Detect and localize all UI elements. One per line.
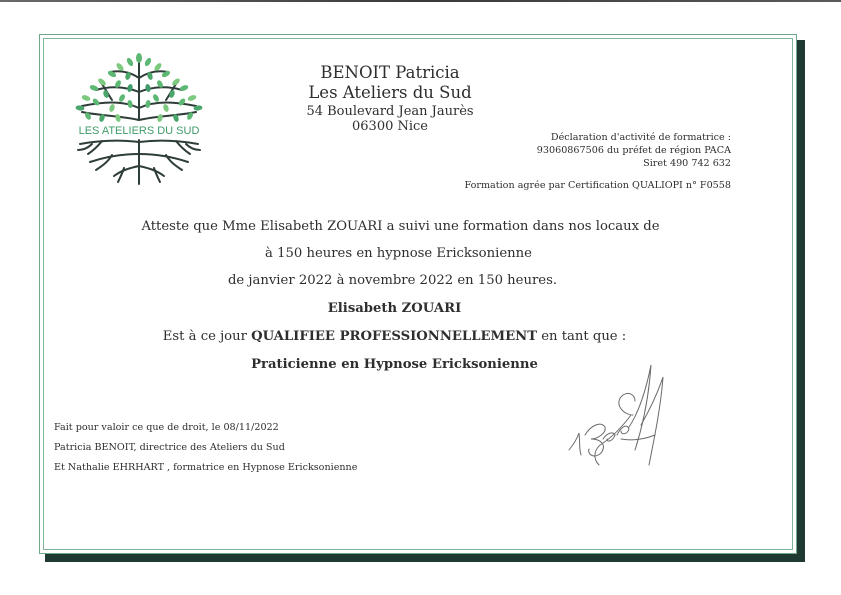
qualification-statement [0, 329, 815, 344]
company-name: Les Ateliers du Sud [308, 82, 472, 102]
scan-top-edge [0, 0, 841, 2]
city: 06300 Nice [352, 119, 428, 135]
attestation-period: de janvier 2022 à novembre 2022 en 150 heures. [227, 273, 558, 288]
director-signatory: Patricia BENOIT, directrice des Ateliers du Sud [54, 442, 285, 453]
qualification-bold: QUALIFIEE PROFESSIONNELLEMENT [251, 329, 538, 344]
trainer-signatory: Et Nathalie EHRHART , formatrice en Hypnose Ericksonienne [54, 462, 358, 473]
handwritten-signature-icon [563, 355, 678, 475]
declaration-line-1: Déclaration d'activité de formatrice : [550, 132, 731, 143]
qualification-suffix: en tant que : [537, 329, 627, 344]
issue-date-line: Fait pour valoir ce que de droit, le 08/11/2022 [54, 422, 279, 433]
declaration-line-2: 93060867506 du préfet de région PACA [536, 145, 731, 156]
street-address: 54 Boulevard Jean Jaurès [306, 103, 474, 119]
attestation-line-1: Atteste que Mme Elisabeth ZOUARI a suivi une formation dans nos locaux de [141, 219, 660, 234]
attestation-line-2: à 150 heures en hypnose Ericksonienne [265, 246, 532, 261]
qualification-title: Praticienne en Hypnose Ericksonienne [251, 357, 538, 372]
qualification-prefix: Est à ce jour [162, 329, 252, 344]
siret-number: Siret 490 742 632 [643, 158, 731, 169]
activity-declaration [537, 131, 731, 170]
qualiopi-certification: Formation agrée par Certification QUALIOPI n° F0558 [464, 180, 731, 191]
logo-text: LES ATELIERS DU SUD [78, 125, 200, 137]
tree-with-roots-icon [72, 50, 206, 186]
director-name: BENOIT Patricia [320, 63, 460, 82]
certificate-footer [54, 418, 357, 478]
company-logo [72, 50, 206, 186]
organization-header [290, 63, 490, 135]
signature [563, 355, 678, 475]
trainee-name: Elisabeth ZOUARI [327, 301, 462, 316]
